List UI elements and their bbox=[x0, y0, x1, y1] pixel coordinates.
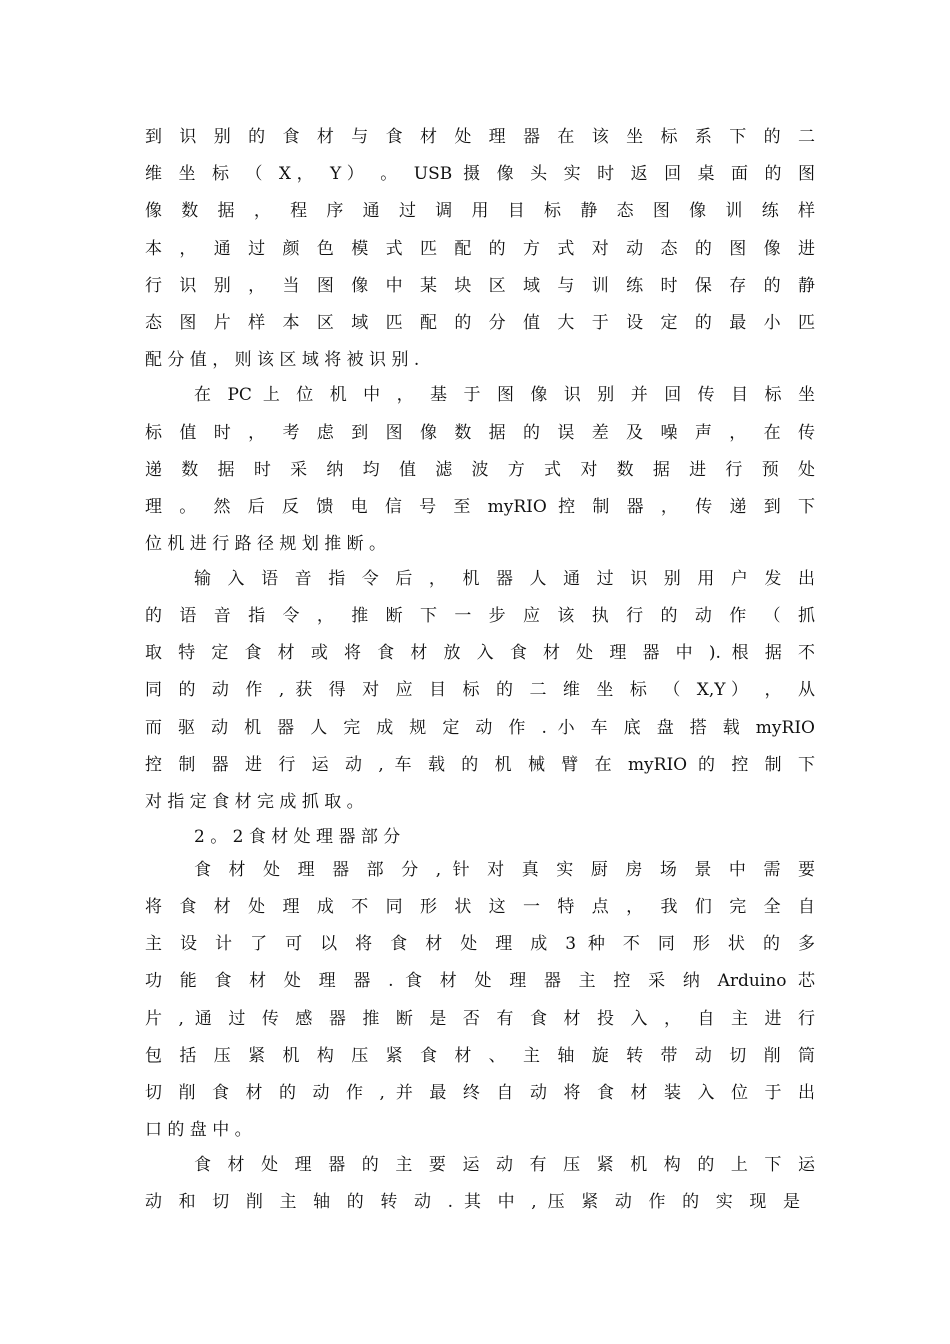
text-line-8: 在 PC 上 位 机 中 ， 基 于 图 像 识 别 并 回 传 目 标 坐 bbox=[194, 385, 815, 405]
text-line-2: 维 坐 标 （ X， Y） 。 USB 摄 像 头 实 时 返 回 桌 面 的 图 bbox=[145, 164, 815, 184]
text-line-3: 像 数 据 ， 程 序 通 过 调 用 目 标 静 态 图 像 训 练 样 bbox=[145, 201, 815, 221]
text-line-26: 包 括 压 紧 机 构 压 紧 食 材 、 主 轴 旋 转 带 动 切 削 筒 bbox=[145, 1046, 815, 1066]
text-line-17: 而 驱 动 机 器 人 完 成 规 定 动 作 . 小 车 底 盘 搭 载 myRIO bbox=[145, 718, 815, 738]
text-line-9: 标 值 时 ， 考 虑 到 图 像 数 据 的 误 差 及 噪 声 ， 在 传 bbox=[145, 423, 815, 443]
text-line-21: 食 材 处 理 器 部 分 , 针 对 真 实 厨 房 场 景 中 需 要 bbox=[194, 860, 815, 880]
text-line-29: 食 材 处 理 器 的 主 要 运 动 有 压 紧 机 构 的 上 下 运 bbox=[194, 1155, 815, 1175]
text-line-13: 输 入 语 音 指 令 后 ， 机 器 人 通 过 识 别 用 户 发 出 bbox=[194, 569, 815, 589]
text-line-23: 主 设 计 了 可 以 将 食 材 处 理 成 3 种 不 同 形 状 的 多 bbox=[145, 934, 815, 954]
text-line-25: 片 , 通 过 传 感 器 推 断 是 否 有 食 材 投 入 ， 自 主 进 行 bbox=[145, 1009, 815, 1029]
text-line-27: 切 削 食 材 的 动 作 , 并 最 终 自 动 将 食 材 装 入 位 于 出 bbox=[145, 1083, 815, 1103]
text-line-22: 将 食 材 处 理 成 不 同 形 状 这 一 特 点 ， 我 们 完 全 自 bbox=[145, 897, 815, 917]
section-heading: 2 。 2 食 材 处 理 器 部 分 bbox=[194, 827, 401, 847]
text-line-12: 位 机 进 行 路 径 规 划 推 断 。 bbox=[145, 534, 387, 554]
text-line-18: 控 制 器 进 行 运 动 , 车 载 的 机 械 臂 在 myRIO 的 控 制 下 bbox=[145, 755, 815, 775]
text-line-14: 的 语 音 指 令 ， 推 断 下 一 步 应 该 执 行 的 动 作 （ 抓 bbox=[145, 606, 815, 626]
text-line-4: 本 ， 通 过 颜 色 模 式 匹 配 的 方 式 对 动 态 的 图 像 进 bbox=[145, 239, 815, 259]
text-line-28: 口 的 盘 中 。 bbox=[145, 1120, 252, 1140]
text-line-24: 功 能 食 材 处 理 器 . 食 材 处 理 器 主 控 采 纳 Arduino 芯 bbox=[145, 971, 815, 991]
text-line-11: 理 。 然 后 反 馈 电 信 号 至 myRIO 控 制 器 ， 传 递 到 下 bbox=[145, 497, 815, 517]
text-line-30: 动 和 切 削 主 轴 的 转 动 . 其 中 , 压 紧 动 作 的 实 现 是 bbox=[145, 1192, 800, 1212]
text-line-10: 递 数 据 时 采 纳 均 值 滤 波 方 式 对 数 据 进 行 预 处 bbox=[145, 460, 815, 480]
text-line-6: 态 图 片 样 本 区 域 匹 配 的 分 值 大 于 设 定 的 最 小 匹 bbox=[145, 313, 815, 333]
text-line-5: 行 识 别 ， 当 图 像 中 某 块 区 域 与 训 练 时 保 存 的 静 bbox=[145, 276, 815, 296]
text-line-19: 对 指 定 食 材 完 成 抓 取 。 bbox=[145, 792, 364, 812]
text-line-15: 取 特 定 食 材 或 将 食 材 放 入 食 材 处 理 器 中 ). 根 据 不 bbox=[145, 643, 815, 663]
text-line-16: 同 的 动 作 , 获 得 对 应 目 标 的 二 维 坐 标 （ X,Y） ， 从 bbox=[145, 680, 815, 700]
text-line-1: 到 识 别 的 食 材 与 食 材 处 理 器 在 该 坐 标 系 下 的 二 bbox=[145, 127, 815, 147]
text-line-7: 配 分 值 ， 则 该 区 域 将 被 识 别 . bbox=[145, 350, 420, 370]
